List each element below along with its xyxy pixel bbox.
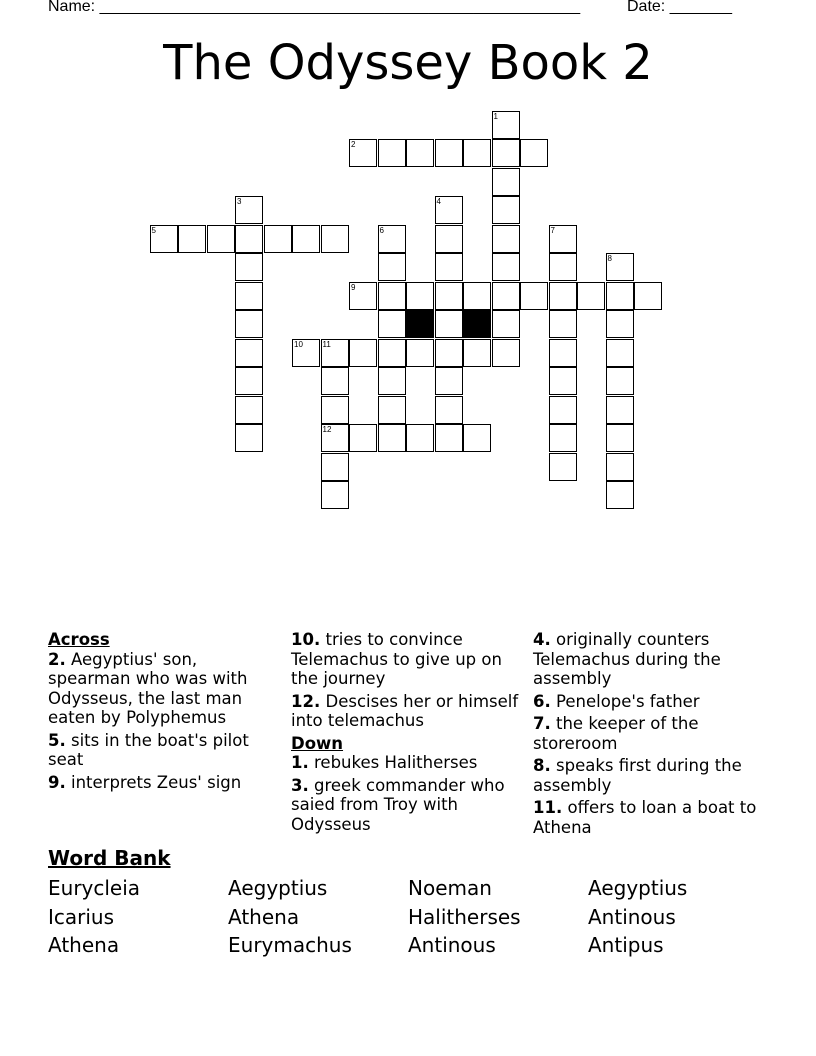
- crossword-cell[interactable]: [606, 481, 634, 509]
- crossword-cell[interactable]: [207, 225, 235, 253]
- clue-across-9: [48, 773, 278, 793]
- crossword-cell[interactable]: [463, 339, 491, 367]
- word-bank-item: Eurycleia: [48, 876, 141, 900]
- clue-number: 9.: [48, 772, 66, 792]
- crossword-cell[interactable]: [606, 396, 634, 424]
- clue-number-label: 4: [436, 197, 441, 206]
- crossword-cell[interactable]: [349, 424, 377, 452]
- crossword-cell[interactable]: [549, 367, 577, 395]
- crossword-cell[interactable]: [435, 139, 463, 167]
- crossword-cell[interactable]: [406, 339, 434, 367]
- word-bank-item: Icarius: [48, 904, 115, 929]
- crossword-cell[interactable]: [549, 282, 577, 310]
- crossword-cell[interactable]: [606, 282, 634, 310]
- crossword-cell[interactable]: [321, 339, 349, 367]
- crossword-cell[interactable]: [349, 139, 377, 167]
- crossword-cell[interactable]: [406, 424, 434, 452]
- crossword-cell[interactable]: [235, 310, 263, 338]
- clue-across-2: [48, 650, 278, 728]
- black-square: [406, 310, 434, 338]
- crossword-cell[interactable]: [435, 339, 463, 367]
- black-square: [463, 310, 491, 338]
- crossword-cell[interactable]: [321, 367, 349, 395]
- crossword-cell[interactable]: [378, 253, 406, 281]
- clue-number-label: 9: [351, 282, 356, 292]
- word-bank-item: Noeman: [408, 876, 492, 900]
- crossword-cell[interactable]: [549, 396, 577, 424]
- clue-text: rebukes Halitherses: [314, 753, 478, 772]
- crossword-cell[interactable]: [321, 424, 349, 452]
- clue-number: 10.: [291, 630, 321, 649]
- crossword-cell[interactable]: [463, 139, 491, 167]
- name-field[interactable]: ______________________________________________________: [99, 0, 581, 15]
- clue-number: 6.: [533, 691, 551, 711]
- crossword-cell[interactable]: [406, 139, 434, 167]
- crossword-cell[interactable]: [235, 396, 263, 424]
- crossword-cell[interactable]: [235, 253, 263, 281]
- clue-number-label: 1: [493, 111, 498, 121]
- word-bank-item: Halitherses: [408, 904, 521, 929]
- crossword-cell[interactable]: [235, 367, 263, 395]
- crossword-cell[interactable]: [178, 225, 206, 253]
- crossword-cell[interactable]: [606, 339, 634, 367]
- crossword-cell[interactable]: [235, 225, 263, 253]
- crossword-cell[interactable]: [235, 339, 263, 367]
- crossword-cell[interactable]: [406, 282, 434, 310]
- clue-number: 11.: [533, 798, 563, 817]
- clue-number-label: 10: [294, 339, 303, 349]
- word-bank-item: Athena: [48, 933, 120, 957]
- crossword-cell[interactable]: [549, 453, 577, 481]
- clue-down-7: [533, 714, 763, 753]
- clue-number: 5.: [48, 730, 66, 750]
- clue-text: interprets Zeus' sign: [71, 772, 242, 792]
- crossword-cell[interactable]: [492, 253, 520, 281]
- crossword-cell[interactable]: [292, 339, 320, 367]
- clue-down-1: [291, 753, 521, 773]
- clue-text: tries to convince Telemachus to give up on the journey: [291, 630, 502, 688]
- clues-column-2: [291, 630, 521, 837]
- clue-across-10: [291, 630, 521, 689]
- crossword-cell[interactable]: [349, 339, 377, 367]
- crossword-cell[interactable]: [549, 253, 577, 281]
- crossword-cell[interactable]: [577, 282, 605, 310]
- clue-number-label: 7: [550, 225, 555, 235]
- crossword-cell[interactable]: [435, 196, 463, 224]
- clue-text: speaks first during the assembly: [533, 756, 742, 795]
- crossword-cell[interactable]: [235, 282, 263, 310]
- clue-text: Aegyptius' son, spearman who was with Odysseus, the last man eaten by Polyphemus: [48, 649, 248, 727]
- clue-down-4: [533, 630, 763, 689]
- crossword-cell[interactable]: [435, 367, 463, 395]
- clue-across-5: [48, 731, 278, 770]
- clue-number-label: 5: [151, 225, 156, 235]
- crossword-cell[interactable]: [492, 139, 520, 167]
- clue-text: the keeper of the storeroom: [533, 714, 699, 753]
- clue-number-label: 11: [322, 339, 331, 349]
- crossword-cell[interactable]: [435, 282, 463, 310]
- crossword-cell[interactable]: [520, 139, 548, 167]
- down-heading: Down: [291, 733, 344, 753]
- crossword-cell[interactable]: [349, 282, 377, 310]
- clue-down-11: [533, 798, 763, 837]
- crossword-cell[interactable]: [435, 225, 463, 253]
- crossword-cell[interactable]: [321, 396, 349, 424]
- crossword-cell[interactable]: [435, 396, 463, 424]
- crossword-cell[interactable]: [292, 225, 320, 253]
- date-field[interactable]: _______: [669, 0, 732, 15]
- crossword-cell[interactable]: [606, 367, 634, 395]
- clue-number-label: 3: [237, 197, 242, 206]
- crossword-cell[interactable]: [463, 282, 491, 310]
- clue-number-label: 2: [351, 140, 356, 149]
- clue-text: offers to loan a boat to Athena: [533, 798, 757, 837]
- crossword-cell[interactable]: [634, 282, 662, 310]
- crossword-cell[interactable]: [520, 282, 548, 310]
- crossword-cell[interactable]: [463, 424, 491, 452]
- crossword-cell[interactable]: [378, 367, 406, 395]
- clue-text: originally counters Telemachus during the assembly: [533, 630, 721, 688]
- word-bank-item: Athena: [228, 904, 300, 929]
- word-bank-item: Aegyptius: [588, 876, 688, 900]
- crossword-cell[interactable]: [321, 225, 349, 253]
- across-heading: Across: [48, 630, 110, 649]
- crossword-cell[interactable]: [606, 424, 634, 452]
- crossword-cell[interactable]: [378, 424, 406, 452]
- clue-down-6: [533, 692, 763, 712]
- crossword-cell[interactable]: [435, 424, 463, 452]
- crossword-cell[interactable]: [492, 225, 520, 253]
- crossword-cell[interactable]: [549, 424, 577, 452]
- crossword-cell[interactable]: [378, 139, 406, 167]
- word-bank-item: Antinous: [408, 933, 496, 957]
- date-label: Date:: [627, 0, 666, 15]
- crossword-cell[interactable]: [378, 339, 406, 367]
- clue-text: Descises her or himself into telemachus: [291, 691, 519, 730]
- clue-number-label: 8: [607, 254, 612, 263]
- crossword-cell[interactable]: [321, 453, 349, 481]
- clue-number: 4.: [533, 630, 551, 649]
- clue-number: 3.: [291, 775, 309, 795]
- clue-text: Penelope's father: [556, 691, 700, 711]
- word-bank-item: Eurymachus: [228, 933, 352, 957]
- crossword-cell[interactable]: [492, 111, 520, 139]
- crossword-cell[interactable]: [492, 310, 520, 338]
- page-title: The Odyssey Book 2: [163, 35, 653, 91]
- crossword-cell[interactable]: [378, 396, 406, 424]
- crossword-cell[interactable]: [378, 282, 406, 310]
- crossword-cell[interactable]: [235, 424, 263, 452]
- clues-column-3: [533, 630, 763, 840]
- clue-number-label: 12: [322, 425, 332, 434]
- crossword-cell[interactable]: [549, 339, 577, 367]
- clue-number: 7.: [533, 714, 551, 733]
- clue-number: 2.: [48, 649, 66, 669]
- clues-column-1: [48, 630, 278, 795]
- word-bank-item: Aegyptius: [228, 876, 328, 900]
- word-bank-item: Antipus: [588, 933, 664, 957]
- clue-text: sits in the boat's pilot seat: [48, 730, 249, 769]
- word-bank-item: Antinous: [588, 904, 676, 929]
- crossword-cell[interactable]: [492, 339, 520, 367]
- clue-text: greek commander who saied from Troy with Odysseus: [291, 775, 505, 834]
- word-bank-title: Word Bank: [48, 846, 171, 870]
- crossword-cell[interactable]: [378, 310, 406, 338]
- clue-number: 8.: [533, 756, 551, 775]
- crossword-cell[interactable]: [435, 310, 463, 338]
- crossword-cell[interactable]: [549, 225, 577, 253]
- crossword-cell[interactable]: [264, 225, 292, 253]
- crossword-cell[interactable]: [321, 481, 349, 509]
- crossword-cell[interactable]: [606, 253, 634, 281]
- crossword-cell[interactable]: [492, 282, 520, 310]
- clue-across-12: [291, 692, 521, 731]
- crossword-cell[interactable]: [435, 253, 463, 281]
- clue-down-3: [291, 776, 521, 835]
- clue-number: 1.: [291, 753, 309, 772]
- crossword-cell[interactable]: [235, 196, 263, 224]
- clue-down-8: [533, 756, 763, 795]
- crossword-cell[interactable]: [378, 225, 406, 253]
- clue-number: 12.: [291, 691, 321, 711]
- name-label: Name:: [48, 0, 96, 15]
- crossword-cell[interactable]: [606, 310, 634, 338]
- crossword-cell[interactable]: [492, 196, 520, 224]
- crossword-cell[interactable]: [150, 225, 178, 253]
- crossword-cell[interactable]: [549, 310, 577, 338]
- crossword-cell[interactable]: [606, 453, 634, 481]
- crossword-cell[interactable]: [492, 168, 520, 196]
- clue-number-label: 6: [379, 225, 384, 235]
